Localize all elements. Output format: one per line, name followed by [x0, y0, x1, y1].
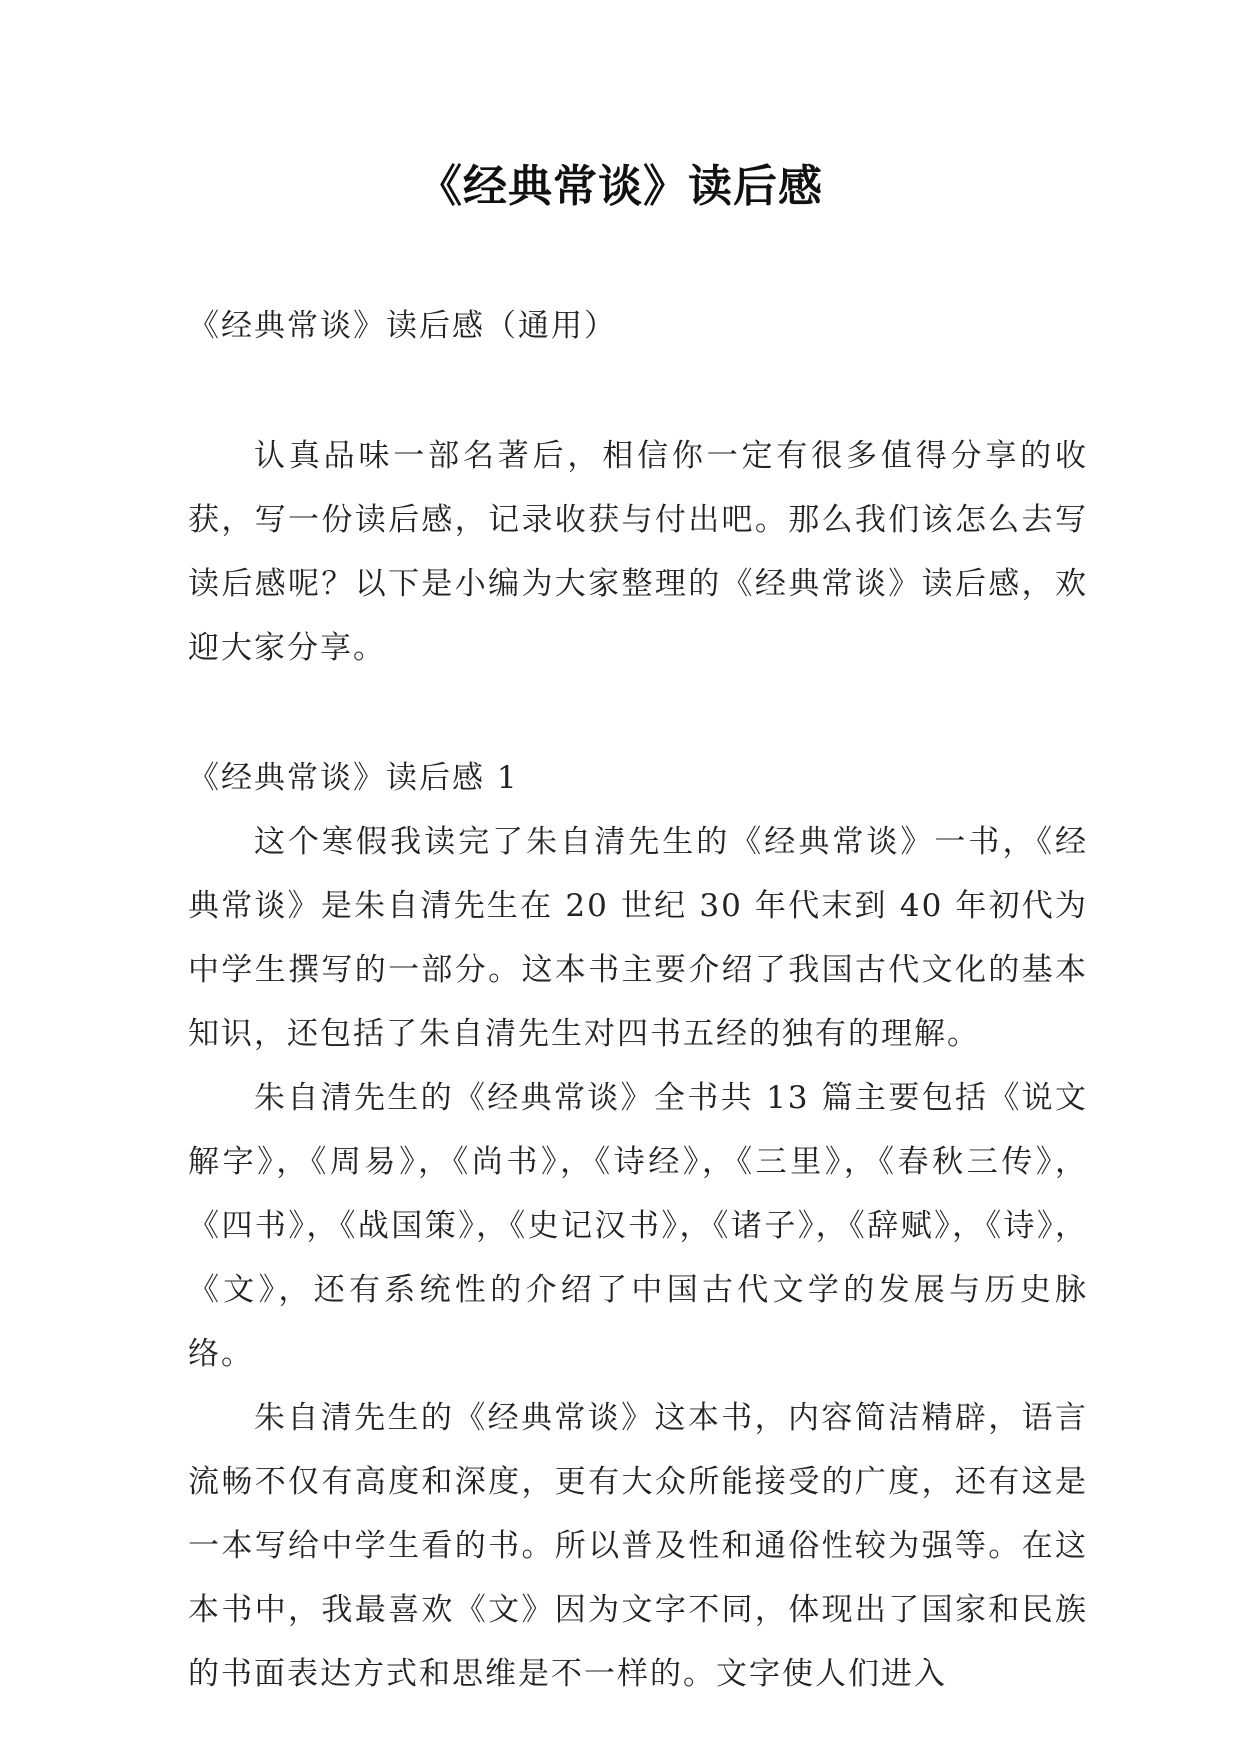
document-subtitle: 《经典常谈》读后感（通用） [188, 308, 617, 344]
body-paragraph: 这个寒假我读完了朱自清先生的《经典常谈》一书，《经典常谈》是朱自清先生在 20 世纪 30 年代末到 40 年初代为中学生撰写的一部分。这本书主要介绍了我国古代文化的基本知识，还包括了朱自清先生对四书五经的独有的理解。 [188, 824, 1088, 1052]
intro-paragraph: 认真品味一部名著后，相信你一定有很多值得分享的收获，写一份读后感，记录收获与付出吧。那么我们该怎么去写读后感呢？以下是小编为大家整理的《经典常谈》读后感，欢迎大家分享。 [188, 438, 1088, 666]
body-paragraph: 朱自清先生的《经典常谈》全书共 13 篇主要包括《说文解字》，《周易》，《尚书》，《诗经》，《三里》，《春秋三传》，《四书》，《战国策》，《史记汉书》，《诸子》，《辞赋》，《诗》，《文》，还有系统性的介绍了中国古代文学的发展与历史脉络。 [188, 1080, 1088, 1372]
document-title: 《经典常谈》读后感 [418, 161, 823, 212]
document-body [188, 294, 1088, 1706]
section-heading: 《经典常谈》读后感 1 [188, 760, 519, 796]
body-paragraph: 朱自清先生的《经典常谈》这本书，内容简洁精辟，语言流畅不仅有高度和深度，更有大众所能接受的广度，还有这是一本写给中学生看的书。所以普及性和通俗性较为强等。在这本书中，我最喜欢《文》因为文字不同，体现出了国家和民族的书面表达方式和思维是不一样的。文字使人们进入 [188, 1400, 1088, 1692]
